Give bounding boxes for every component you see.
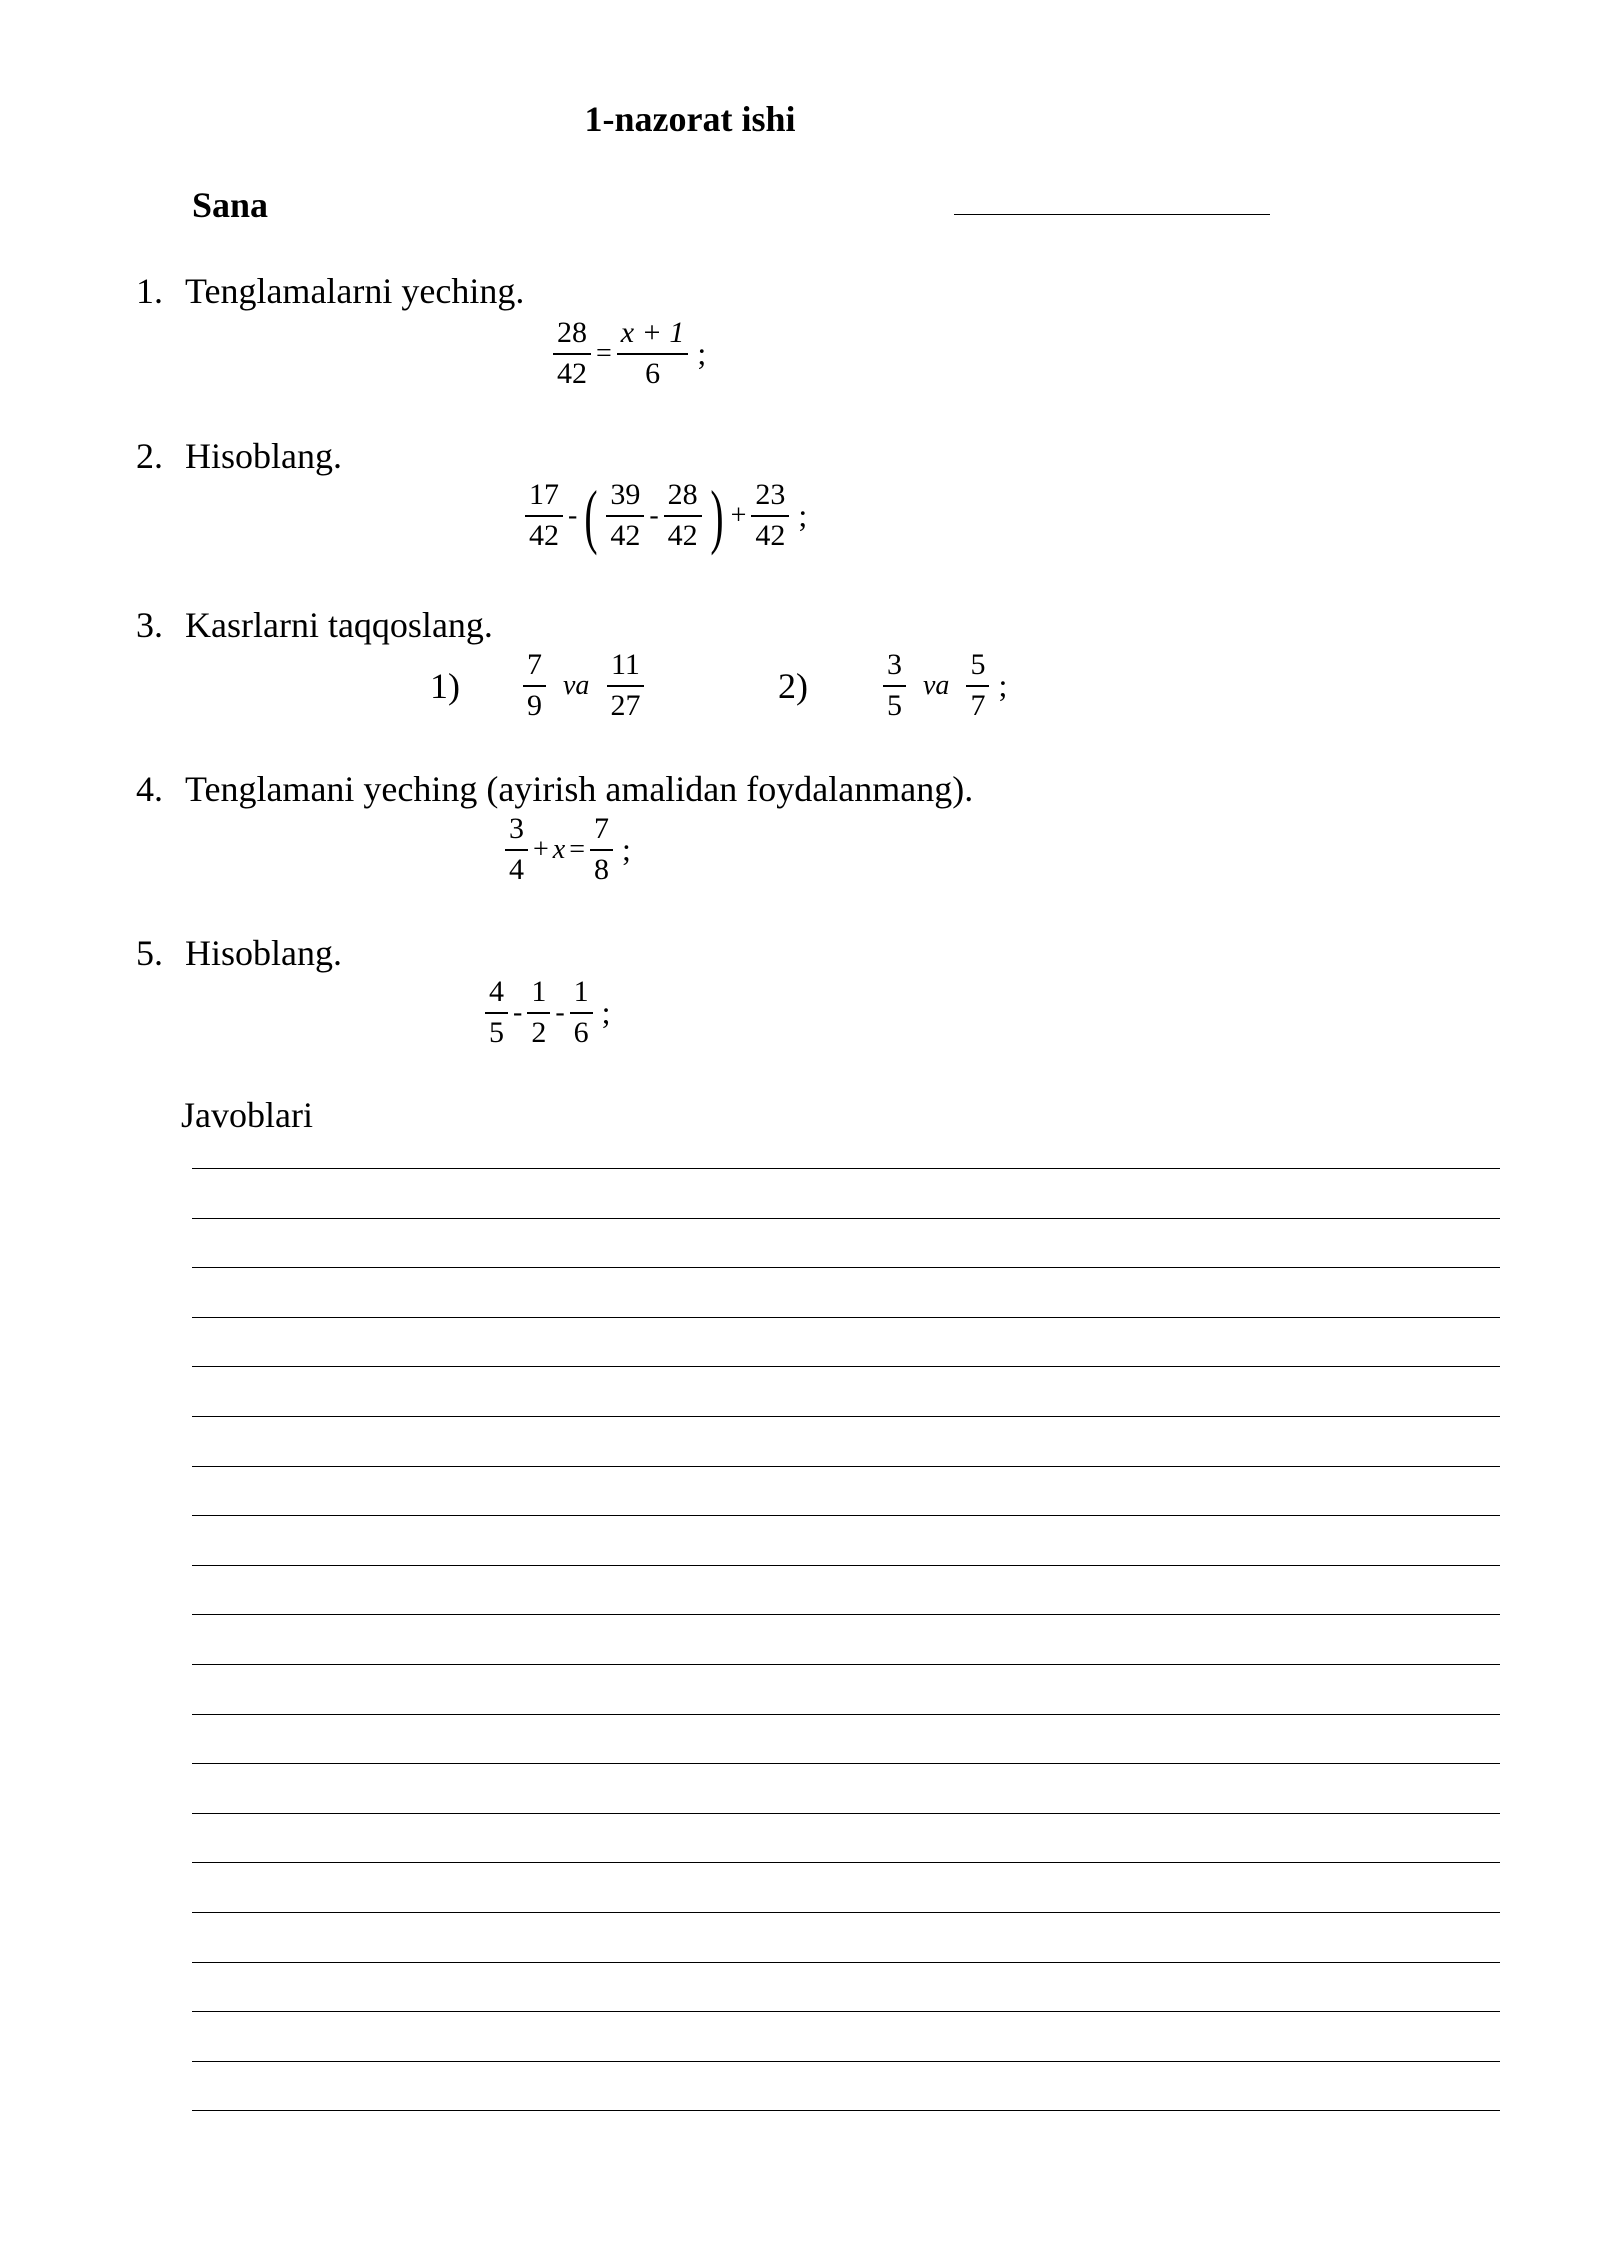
task-4-text: Tenglamani yeching (ayirish amalidan foydalanmang). (185, 769, 974, 809)
part-label: 2) (778, 665, 808, 706)
answer-line (192, 1714, 1500, 1715)
task-3-comparison-1 (430, 648, 647, 723)
answer-line (192, 1317, 1500, 1318)
plus-sign: + (730, 499, 747, 531)
fraction: $\frac{x + 1}{6}$ (617, 316, 689, 391)
answer-line (192, 1168, 1500, 1169)
task-1-equation (550, 316, 706, 391)
answer-line (192, 2110, 1500, 2111)
minus-sign: - (513, 996, 523, 1028)
fraction: $\frac{11}{27}$ (606, 648, 644, 723)
date-label: Sana (192, 185, 269, 225)
semicolon: ; (697, 335, 707, 371)
task-4-number: 4. (136, 769, 163, 809)
fraction: $\frac{7}{9}$ (523, 648, 546, 723)
answer-line (192, 1466, 1500, 1467)
part-label: 1) (430, 665, 460, 706)
right-parenthesis: ) (710, 475, 724, 556)
plus-sign: + (533, 833, 549, 865)
semicolon: ; (601, 994, 611, 1030)
va-word: va (923, 669, 950, 701)
semicolon: ; (622, 831, 631, 867)
answer-line (192, 1862, 1500, 1863)
answer-line (192, 1565, 1500, 1566)
answer-line (192, 1912, 1500, 1913)
answer-line (192, 1664, 1500, 1665)
answer-line (192, 1614, 1500, 1615)
fraction: $\frac{39}{42}$ (606, 478, 644, 553)
variable-x: x (552, 833, 566, 865)
task-2-expression (522, 475, 808, 556)
task-3-text: Kasrlarni taqqoslang. (185, 605, 493, 645)
task-3-comparison-2 (778, 648, 1007, 723)
fraction: $\frac{4}{5}$ (485, 975, 508, 1050)
fraction: $\frac{28}{42}$ (664, 478, 702, 553)
equals-sign: = (569, 833, 586, 865)
fraction: $\frac{5}{7}$ (966, 648, 989, 723)
answer-line (192, 1218, 1500, 1219)
fraction: $\frac{1}{6}$ (570, 975, 593, 1050)
fraction: $\frac{7}{8}$ (590, 812, 613, 887)
answer-line (192, 1416, 1500, 1417)
fraction: $\frac{3}{5}$ (883, 648, 906, 723)
answer-line (192, 1366, 1500, 1367)
answer-line (192, 1962, 1500, 1963)
task-1-number: 1. (136, 271, 163, 311)
minus-sign: - (649, 499, 659, 531)
semicolon: ; (998, 667, 1008, 703)
task-5-expression (482, 975, 611, 1050)
answers-heading: Javoblari (181, 1095, 313, 1135)
minus-sign: - (555, 996, 565, 1028)
left-parenthesis: ( (584, 475, 598, 556)
answer-line (192, 2061, 1500, 2062)
task-4-equation (502, 812, 631, 887)
task-1-text: Tenglamalarni yeching. (185, 271, 525, 311)
task-2-number: 2. (136, 436, 163, 476)
date-blank-line (954, 214, 1270, 215)
answer-line (192, 1267, 1500, 1268)
page-title: 1-nazorat ishi (584, 99, 796, 139)
equals-sign: = (596, 337, 612, 369)
task-5-text: Hisoblang. (185, 933, 342, 973)
answer-line (192, 1763, 1500, 1764)
minus-sign: - (568, 499, 578, 531)
task-3-number: 3. (136, 605, 163, 645)
semicolon: ; (798, 497, 808, 533)
fraction: $\frac{17}{42}$ (525, 478, 563, 553)
fraction: $\frac{3}{4}$ (505, 812, 528, 887)
answer-line (192, 2011, 1500, 2012)
answer-line (192, 1515, 1500, 1516)
task-2-text: Hisoblang. (185, 436, 342, 476)
va-word: va (563, 669, 590, 701)
task-5-number: 5. (136, 933, 163, 973)
fraction: $\frac{28}{42}$ (553, 316, 591, 391)
fraction: $\frac{1}{2}$ (527, 975, 550, 1050)
fraction: $\frac{23}{42}$ (751, 478, 789, 553)
answer-line (192, 1813, 1500, 1814)
